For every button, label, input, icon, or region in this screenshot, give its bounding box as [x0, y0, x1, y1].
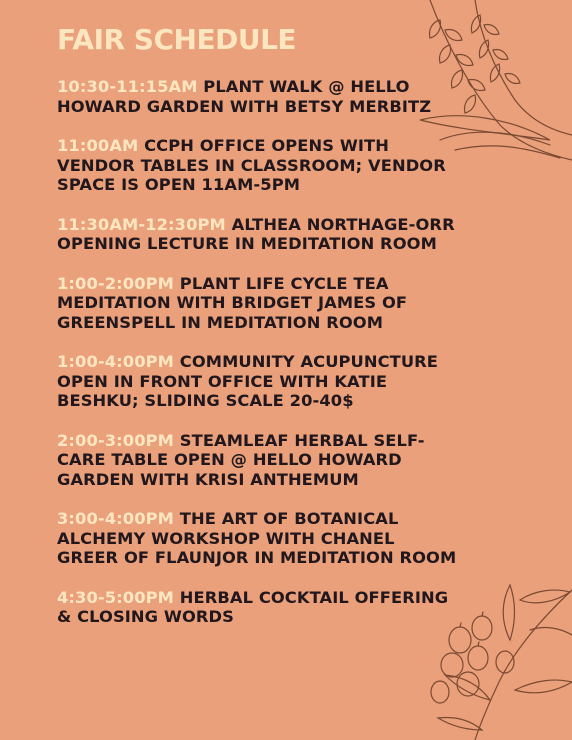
schedule-time: 2:00-3:00PM [57, 430, 174, 450]
schedule-time: 11:30AM-12:30PM [57, 214, 226, 234]
schedule-event: PLANT LIFE CYCLE TEA MEDITATION WITH BRIDGET JAMES OF GREENSPELL IN MEDITATION ROOM [57, 273, 408, 332]
schedule-event: PLANT WALK @ HELLO HOWARD GARDEN WITH BETSY MERBITZ [57, 77, 432, 116]
schedule-time: 3:00-4:00PM [57, 509, 174, 528]
schedule-event: STEAMLEAF HERBAL SELF-CARE TABLE OPEN @ HELLO HOWARD GARDEN WITH KRISI ANTHEMUM [57, 430, 425, 489]
schedule-entry [57, 215, 457, 254]
schedule-time: 1:00-4:00PM [57, 352, 174, 371]
schedule-event: ALTHEA NORTHAGE-ORR OPENING LECTURE IN MEDITATION ROOM [57, 214, 455, 253]
schedule-time: 11:00AM [57, 136, 139, 155]
schedule-entry [57, 352, 457, 411]
schedule-time: 1:00-2:00PM [57, 273, 174, 293]
schedule-entry [57, 509, 457, 568]
page-title: FAIR SCHEDULE [57, 23, 297, 56]
schedule-time: 4:30-5:00PM [57, 587, 174, 607]
schedule-entry [57, 136, 457, 195]
schedule-event: CCPH OFFICE OPENS WITH VENDOR TABLES IN CLASSROOM; VENDOR SPACE IS OPEN 11AM-5PM [57, 136, 446, 194]
schedule-entry [57, 77, 457, 116]
schedule-event: HERBAL COCKTAIL OFFERING & CLOSING WORDS [57, 587, 449, 626]
schedule-event: COMMUNITY ACUPUNCTURE OPEN IN FRONT OFFICE WITH KATIE BESHKU; SLIDING SCALE 20-40$ [57, 352, 439, 410]
schedule-time: 10:30-11:15AM [57, 77, 198, 96]
schedule-entry [57, 431, 457, 490]
schedule-event: THE ART OF BOTANICAL ALCHEMY WORKSHOP WITH CHANEL GREER OF FLAUNJOR IN MEDITATION ROOM [57, 509, 457, 567]
schedule-entry [57, 274, 457, 333]
schedule-entry [57, 588, 457, 627]
schedule-list [57, 77, 457, 647]
